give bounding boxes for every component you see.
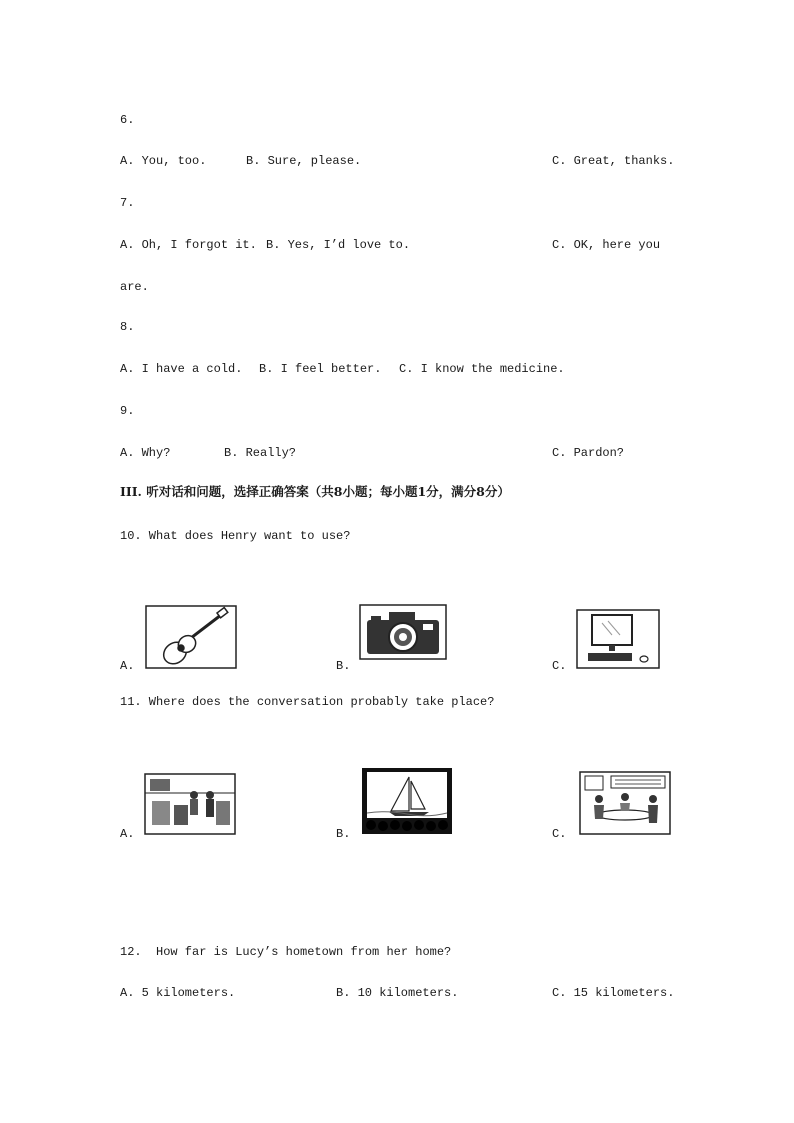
q10-option-a: A.: [120, 659, 135, 673]
q9-option-b: B. Really?: [224, 446, 297, 460]
q7-option-c-continued: are.: [120, 280, 149, 294]
cinema-picture: [361, 767, 453, 835]
q7-option-c: C. OK, here you: [552, 238, 661, 252]
shop-picture: [144, 773, 236, 835]
q9-number: 9.: [120, 404, 135, 418]
q9-option-a: A. Why?: [120, 446, 171, 460]
q8-option-a: A. I have a cold.: [120, 362, 243, 376]
q11-question: 11. Where does the conversation probably take place?: [120, 695, 495, 709]
office-picture: [579, 771, 671, 835]
q12-question: 12. How far is Lucy’s hometown from her home?: [120, 945, 452, 959]
q8-option-c: C. I know the medicine.: [399, 362, 565, 376]
q10-option-c: C.: [552, 659, 567, 673]
q9-option-c: C. Pardon?: [552, 446, 625, 460]
q10-question: 10. What does Henry want to use?: [120, 529, 351, 543]
q7-option-b: B. Yes, I’d love to.: [266, 238, 411, 252]
section-heading: III. 听对话和问题，选择正确答案（共8小题；每小题1分，满分8分）: [120, 484, 510, 499]
q11-option-b: B.: [336, 827, 351, 841]
camera-picture: [359, 604, 447, 660]
q10-option-b: B.: [336, 659, 351, 673]
q11-option-c: C.: [552, 827, 567, 841]
q8-number: 8.: [120, 320, 135, 334]
q6-option-b: B. Sure, please.: [246, 154, 362, 168]
q7-option-a: A. Oh, I forgot it.: [120, 238, 257, 252]
q6-number: 6.: [120, 113, 135, 127]
q6-option-c: C. Great, thanks.: [552, 154, 675, 168]
q12-option-b: B. 10 kilometers.: [336, 986, 459, 1000]
q12-option-a: A. 5 kilometers.: [120, 986, 236, 1000]
guitar-picture: [145, 605, 237, 669]
computer-picture: [576, 609, 660, 669]
q7-number: 7.: [120, 196, 135, 210]
q6-option-a: A. You, too.: [120, 154, 207, 168]
q12-option-c: C. 15 kilometers.: [552, 986, 675, 1000]
q11-option-a: A.: [120, 827, 135, 841]
q8-option-b: B. I feel better.: [259, 362, 382, 376]
